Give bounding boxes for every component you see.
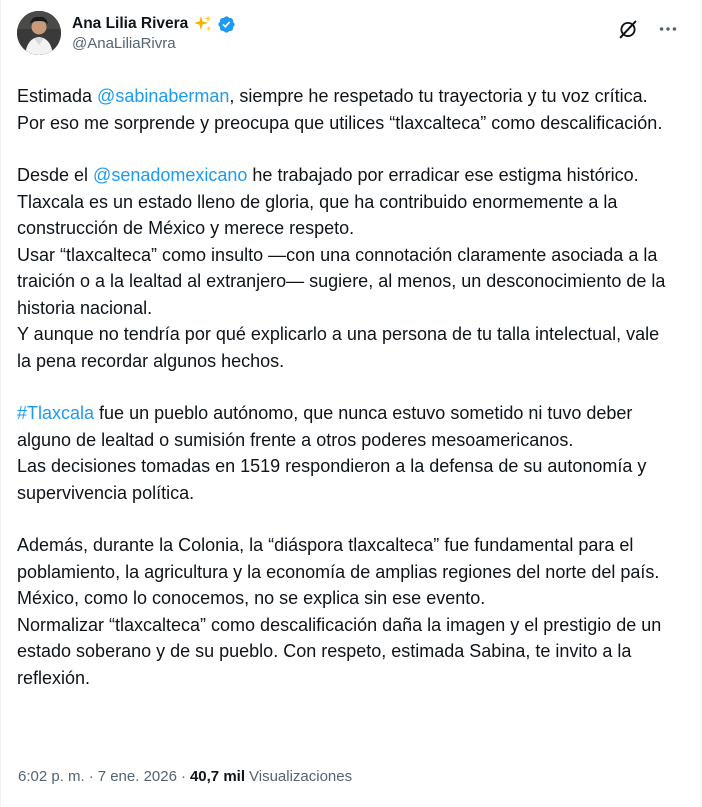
paragraph-3 [17, 400, 675, 506]
text-segment: fue un pueblo autónomo, que nunca estuvo sometido ni tuvo deber alguno de lealtad o sumisión frente a otros poderes mesoamericanos. [17, 403, 633, 450]
text-line: Además, durante la Colonia, la “diáspora tlaxcalteca” fue fundamental para el poblamiento, la agricultura y la economía de amplias regiones del norte del país. México, como lo conocemos, no se explica sin ese evento. [17, 535, 660, 608]
author-block [72, 14, 613, 54]
paragraph-1 [17, 83, 675, 136]
display-name[interactable]: Ana Lilia Rivera [72, 15, 189, 32]
text-segment: he trabajado por erradicar ese estigma histórico. Tlaxcala es un estado lleno de gloria, que ha contribuido enormemente a la construcción de México y merece respeto. [17, 165, 639, 238]
meta-separator: · [88, 768, 94, 785]
tweet-meta [18, 768, 352, 785]
sparkles-icon [193, 14, 213, 34]
text-line: Y aunque no tendría por qué explicarlo a una persona de tu talla intelectual, vale la pena recordar algunos hechos. [17, 324, 660, 371]
views-count: 40,7 mil [189, 768, 245, 785]
hashtag-tlaxcala[interactable]: #Tlaxcala [17, 403, 95, 423]
tweet-header [17, 10, 685, 68]
text-line: Las decisiones tomadas en 1519 respondieron a la defensa de su autonomía y supervivencia política. [17, 456, 647, 503]
verified-badge-icon [217, 15, 236, 34]
meta-separator: · [180, 768, 186, 785]
header-actions [613, 14, 683, 44]
paragraph-4 [17, 532, 675, 691]
text-line: Normalizar “tlaxcalteca” como descalificación daña la imagen y el prestigio de un estado soberano y de su pueblo. Con respeto, estimada Sabina, te invito a la reflexión. [17, 614, 662, 688]
paragraph-2 [17, 162, 675, 374]
text-segment: , siempre he respetado tu trayectoria y tu voz crítica. Por eso me sorprende y preocupa que utilices “tlaxcalteca” como descalificación. [17, 86, 663, 133]
name-row [72, 14, 613, 34]
text-line: Usar “tlaxcalteca” como insulto —con una connotación claramente asociada a la traición o a la lealtad al extranjero— sugiere, al menos, un desconocimiento de la historia nacional. [17, 244, 666, 318]
author-handle[interactable]: @AnaLiliaRivra [72, 35, 176, 52]
text-line [17, 162, 675, 242]
text-segment: Desde el [17, 165, 94, 185]
mention-senadomexicano[interactable]: @senadomexicano [93, 165, 248, 185]
views-label: Visualizaciones [249, 768, 353, 785]
mention-sabinaberman[interactable]: @sabinaberman [97, 86, 230, 106]
tweet-date[interactable]: 7 ene. 2026 [97, 768, 177, 785]
tweet-text [17, 83, 685, 691]
tweet-time[interactable]: 6:02 p. m. [18, 768, 85, 785]
text-line [17, 400, 675, 453]
grok-icon[interactable] [613, 14, 643, 44]
more-horizontal-icon[interactable] [653, 14, 683, 44]
avatar[interactable] [17, 11, 61, 55]
text-segment: Estimada [17, 86, 98, 106]
